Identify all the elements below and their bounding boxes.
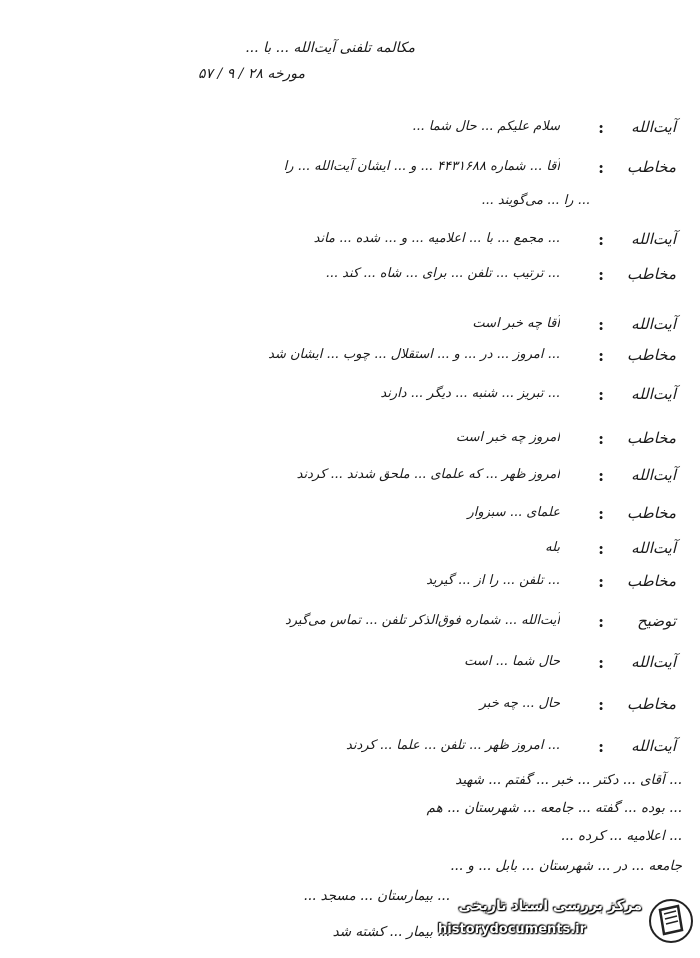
colon-separator: : [598, 466, 604, 485]
continuation-line: ... اعلامیه ... کرده ... [560, 828, 682, 844]
colon-separator: : [598, 504, 604, 523]
dialogue-row [0, 192, 700, 214]
dialogue-row [0, 504, 700, 526]
colon-separator: : [598, 230, 604, 249]
utterance-text: ... تلفن ... را از ... گیرید [426, 573, 560, 588]
speaker-label: مخاطب [627, 572, 676, 590]
utterance-text: سلام علیکم ... حال شما ... [412, 119, 560, 134]
dialogue-row [0, 346, 700, 368]
dialogue-row [0, 695, 700, 717]
speaker-label: مخاطب [627, 504, 676, 522]
colon-separator: : [598, 695, 604, 714]
speaker-label: آیت‌الله [631, 737, 676, 755]
speaker-label: توضیح [637, 612, 676, 630]
speaker-label: آیت‌الله [631, 385, 676, 403]
colon-separator: : [598, 653, 604, 672]
continuation-line: ... آقای ... دکتر ... خبر ... گفتم ... شهید [455, 772, 682, 788]
speaker-label: آیت‌الله [631, 315, 676, 333]
utterance-text: ... امروز ... در ... و ... استقلال ... چوب ... ایشان شد [268, 347, 560, 362]
utterance-text: علمای ... سبزوار [467, 505, 560, 520]
continuation-line: ... بیمارستان ... مسجد ... [303, 888, 450, 904]
document-title: مکالمه تلفنی آیت‌الله ... با ... [245, 40, 415, 56]
utterance-text: ... تبریز ... شنبه ... دیگر ... دارند [380, 386, 560, 401]
colon-separator: : [598, 158, 604, 177]
speaker-label: آیت‌الله [631, 539, 676, 557]
utterance-text: ... مجمع ... با ... اعلامیه ... و ... شده ... ماند [313, 231, 560, 246]
colon-separator: : [598, 737, 604, 756]
speaker-label: آیت‌الله [631, 653, 676, 671]
dialogue-row [0, 158, 700, 180]
utterance-text: امروز چه خبر است [455, 430, 560, 445]
dialogue-row [0, 429, 700, 451]
colon-separator: : [598, 539, 604, 558]
continuation-line: ... بوده ... گفته ... جامعه ... شهرستان ... هم [426, 800, 682, 816]
dialogue-row [0, 230, 700, 252]
utterance-text: ... را ... می‌گویند ... [481, 193, 590, 208]
dialogue-row [0, 572, 700, 594]
speaker-label: مخاطب [627, 265, 676, 283]
dialogue-row [0, 385, 700, 407]
speaker-label: آیت‌الله [631, 466, 676, 484]
utterance-text: ... ترتیب ... تلفن ... برای ... شاه ... کند ... [325, 266, 560, 281]
dialogue-row [0, 265, 700, 287]
watermark [438, 896, 698, 952]
utterance-text: امروز ظهر ... که علمای ... ملحق شدند ... کردند [296, 467, 560, 482]
speaker-label: مخاطب [627, 695, 676, 713]
utterance-text: آیت‌الله ... شماره فوق‌الذکر تلفن ... تماس می‌گیرد [284, 613, 560, 628]
colon-separator: : [598, 429, 604, 448]
watermark-persian-text: مرکز بررسی اسناد تاریخی [458, 898, 642, 914]
continuation-line: جامعه ... در ... شهرستان ... بابل ... و ... [450, 858, 682, 874]
dialogue-row [0, 653, 700, 675]
dialogue-row [0, 118, 700, 140]
speaker-label: آیت‌الله [631, 118, 676, 136]
utterance-text: حال شما ... است [464, 654, 560, 669]
utterance-text: ... امروز ظهر ... تلفن ... علما ... کردند [346, 738, 560, 753]
colon-separator: : [598, 385, 604, 404]
colon-separator: : [598, 346, 604, 365]
colon-separator: : [598, 265, 604, 284]
dialogue-row [0, 466, 700, 488]
dialogue-row [0, 612, 700, 634]
colon-separator: : [598, 612, 604, 631]
speaker-label: مخاطب [627, 429, 676, 447]
document-date: مورخه ۲۸ / ۹ / ۵۷ [198, 66, 305, 82]
archive-logo-icon [648, 896, 694, 946]
utterance-text: آقا چه خبر است [472, 316, 560, 331]
colon-separator: : [598, 572, 604, 591]
watermark-url: historydocuments.ir [438, 922, 587, 937]
utterance-text: حال ... چه خبر [479, 696, 560, 711]
utterance-text: آقا ... شماره ۴۴۳۱۶۸۸ ... و ... ایشان آیت‌الله ... را [283, 159, 560, 174]
utterance-text: بله [545, 540, 560, 555]
speaker-label: آیت‌الله [631, 230, 676, 248]
dialogue-row [0, 315, 700, 337]
speaker-label: مخاطب [627, 158, 676, 176]
colon-separator: : [598, 315, 604, 334]
dialogue-row [0, 539, 700, 561]
colon-separator: : [598, 118, 604, 137]
dialogue-row [0, 737, 700, 759]
continuation-line: ... بیمار ... کشته شد [332, 924, 450, 940]
speaker-label: مخاطب [627, 346, 676, 364]
